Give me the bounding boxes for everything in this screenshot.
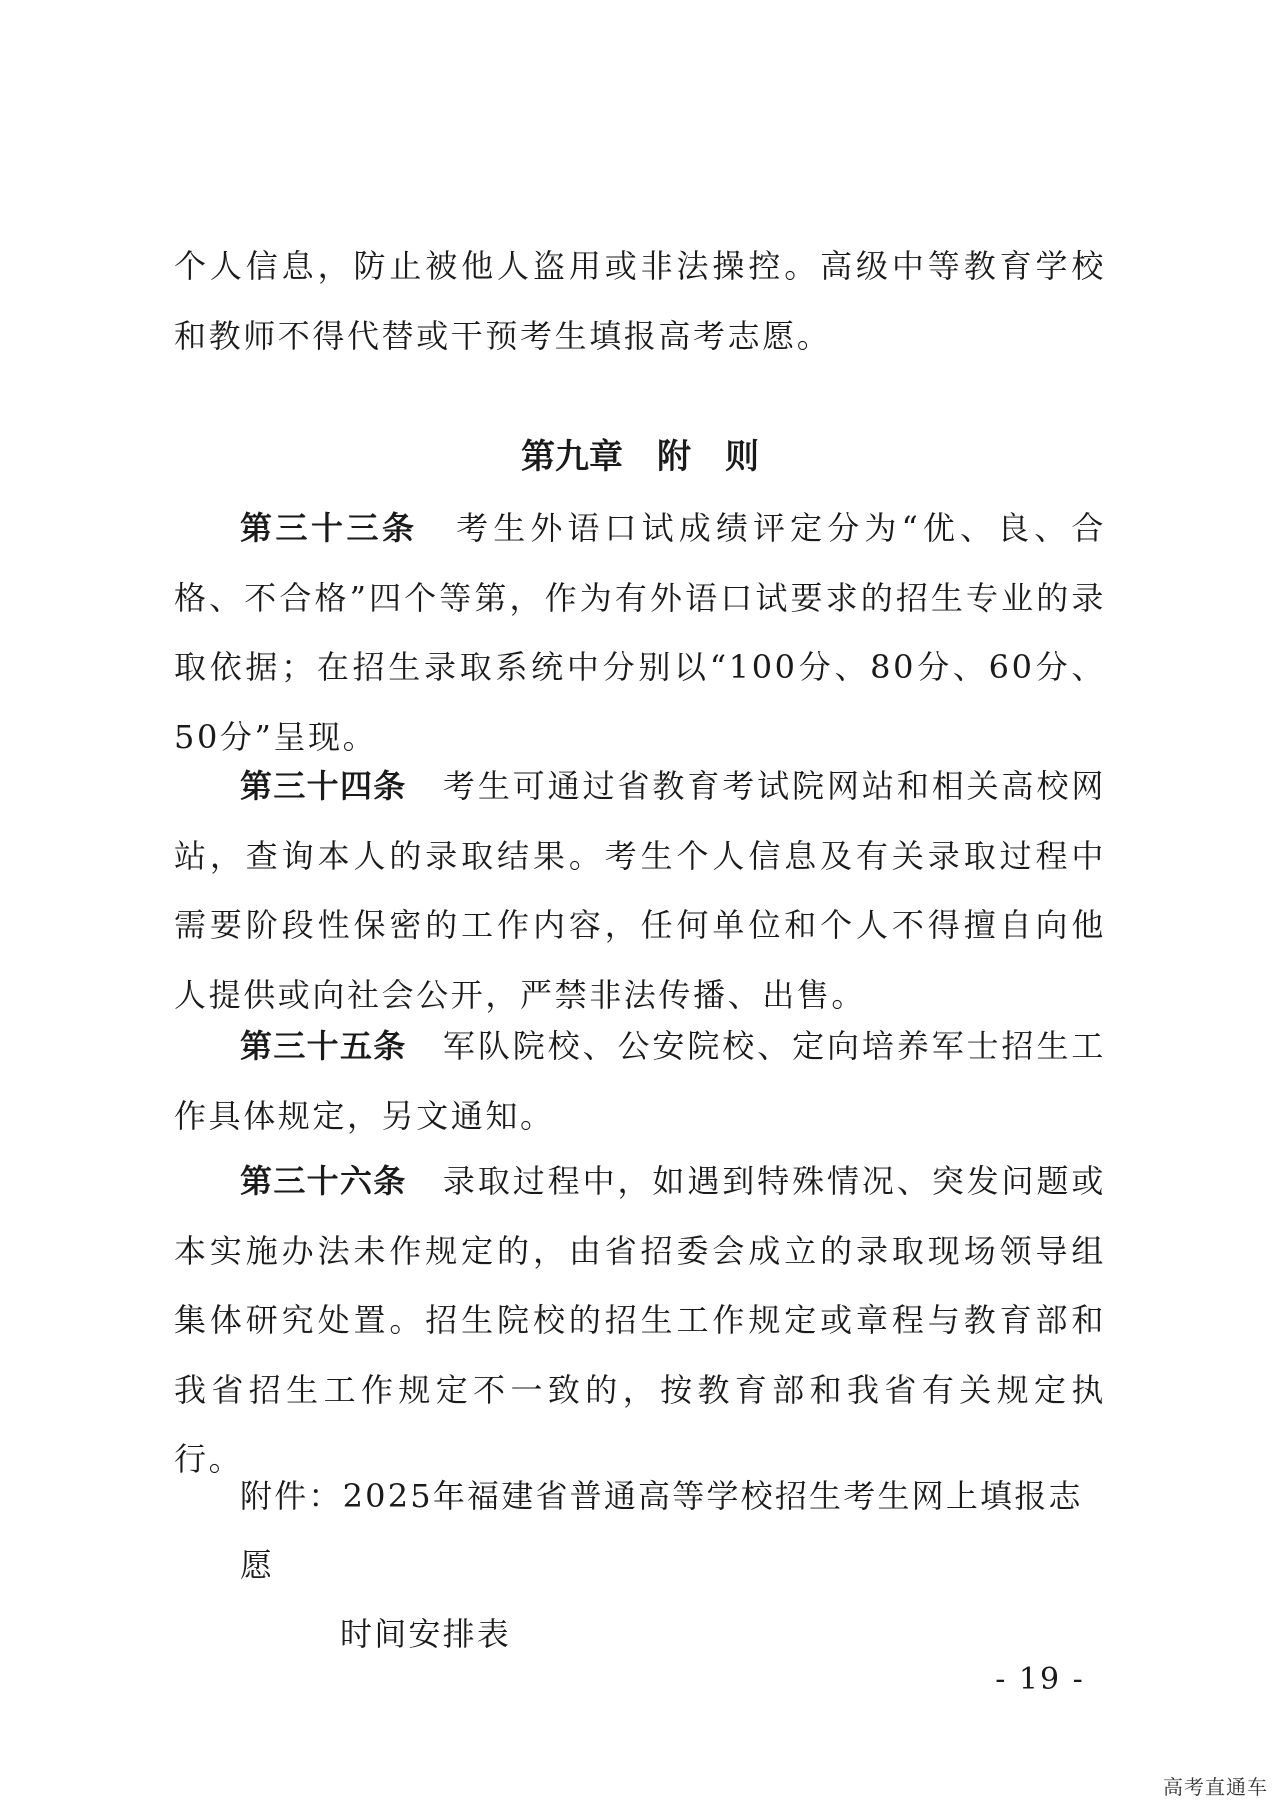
chapter-heading: [0, 432, 1280, 482]
article-text: 军队院校、公安院校、定向培养军士招生工作具体规定，另文通知。: [174, 1027, 1106, 1135]
article-text: 考生可通过省教育考试院网站和相关高校网站，查询本人的录取结果。考生个人信息及有关录取过程中需要阶段性保密的工作内容，任何单位和个人不得擅自向他人提供或向社会公开，严禁非法传播、出售。: [174, 767, 1106, 1014]
article-number: 第三十五条: [240, 1027, 407, 1065]
article-34: [174, 752, 1106, 1030]
chapter-number: 第九章: [521, 437, 623, 477]
article-33: [174, 494, 1106, 772]
attachment-line-2: 时间安排表: [340, 1615, 512, 1653]
article-number: 第三十三条: [240, 509, 418, 547]
article-text: 考生外语口试成绩评定分为“优、良、合格、不合格”四个等第，作为有外语口试要求的招生专业的录取依据；在招生录取系统中分别以“100分、80分、60分、50分”呈现。: [174, 509, 1106, 756]
attachment-line-1: 附件：2025年福建省普通高等学校招生考生网上填报志愿: [240, 1477, 1083, 1584]
attachment-note: [240, 1462, 1106, 1669]
chapter-title: 附 则: [657, 437, 759, 477]
article-36: [174, 1147, 1106, 1495]
watermark: 高考直通车: [1163, 1775, 1268, 1799]
article-text: 录取过程中，如遇到特殊情况、突发问题或本实施办法未作规定的，由省招委会成立的录取现场领导组集体研究处置。招生院校的招生工作规定或章程与教育部和我省招生工作规定不一致的，按教育部和我省有关规定执行。: [174, 1162, 1106, 1478]
continuation-paragraph: 个人信息，防止被他人盗用或非法操控。高级中等教育学校和教师不得代替或干预考生填报高考志愿。: [174, 247, 1106, 355]
article-35: [174, 1012, 1106, 1151]
article-number: 第三十六条: [240, 1162, 407, 1200]
page-number: - 19 -: [995, 1662, 1085, 1697]
article-number: 第三十四条: [240, 767, 407, 805]
